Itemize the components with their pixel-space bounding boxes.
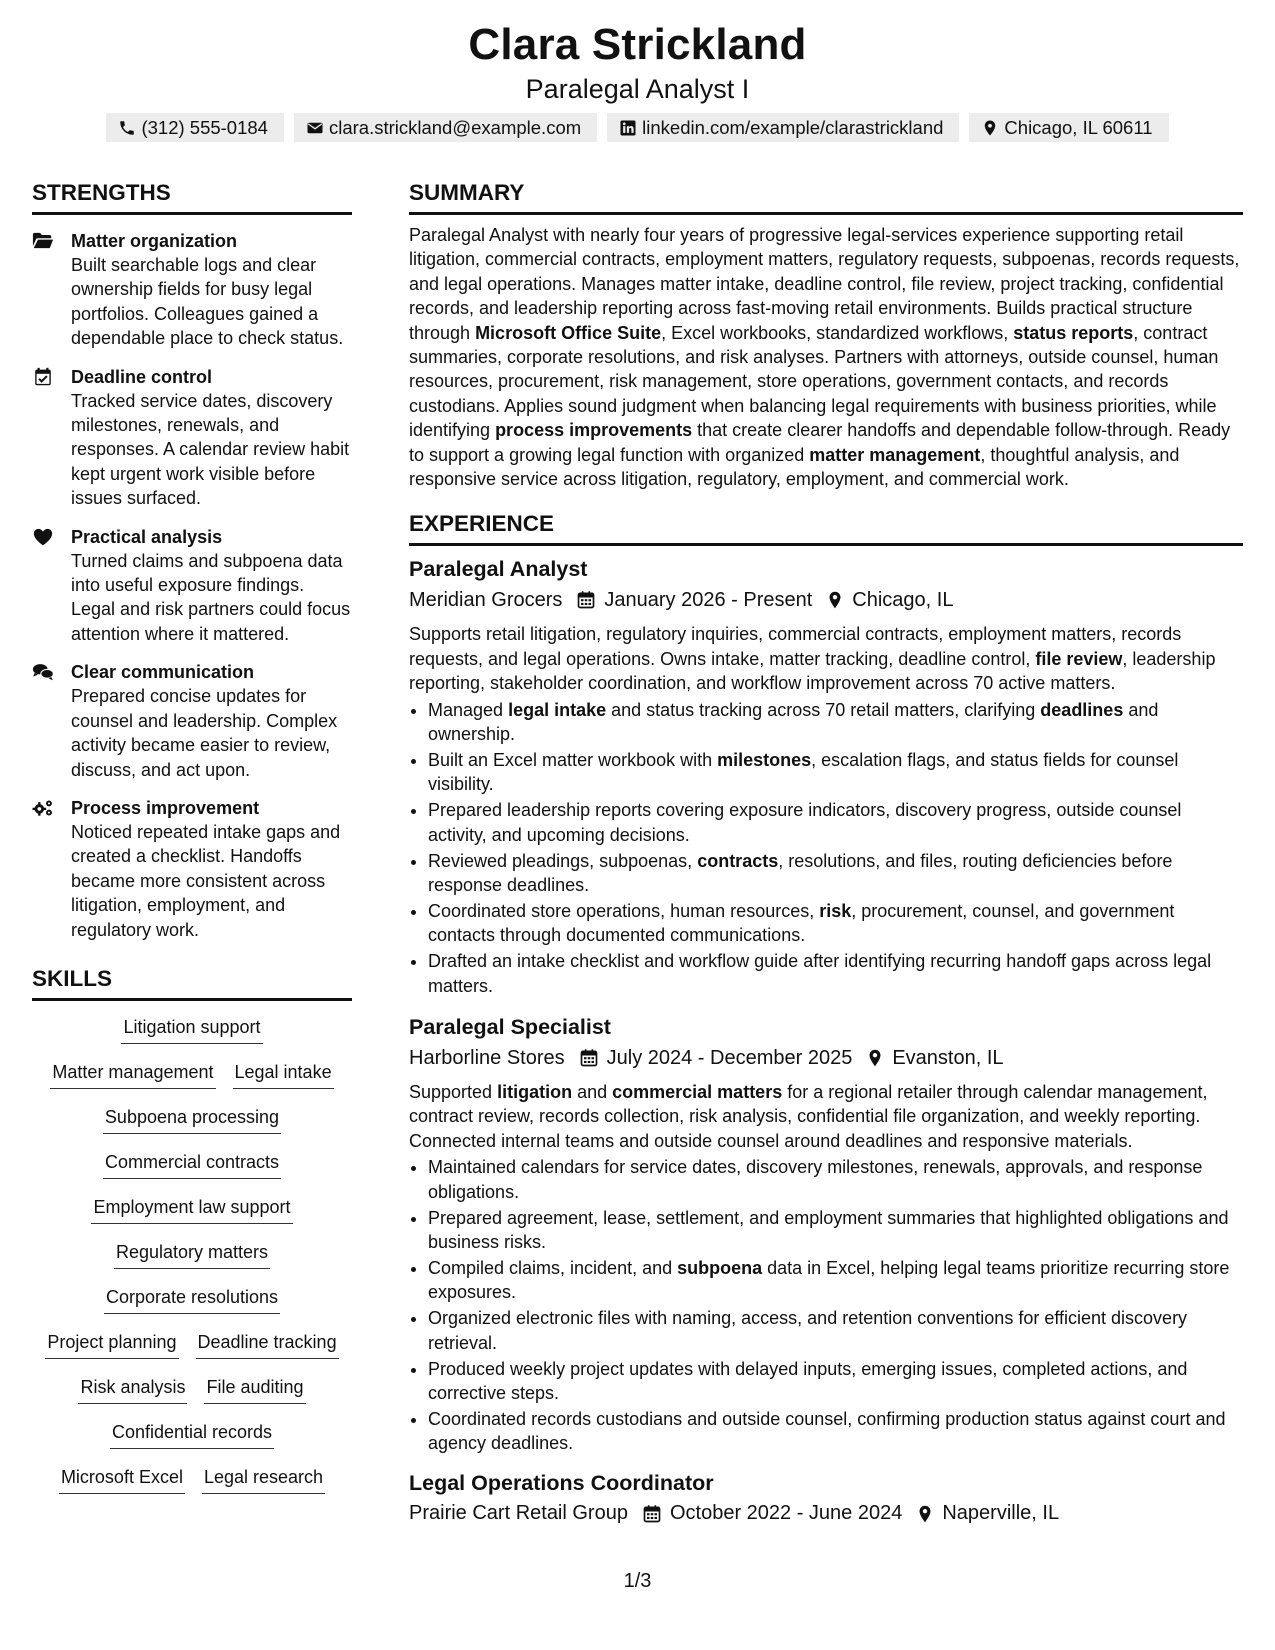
map-pin-icon bbox=[826, 590, 844, 610]
job-bullet: • Prepared leadership reports covering exposure indicators, discovery progress, outside counsel activity, and upcoming decisions. bbox=[428, 798, 1243, 847]
calendar-icon bbox=[576, 590, 596, 610]
job-bullet: • Managed legal intake and status tracking across 70 retail matters, clarifying deadlines and ownership. bbox=[428, 698, 1243, 747]
skill-row bbox=[32, 1105, 352, 1150]
strength-desc: Tracked service dates, discovery milestones, renewals, and responses. A calendar review habit kept urgent work visible before issues surfaced. bbox=[71, 390, 350, 509]
map-pin-icon bbox=[866, 1048, 884, 1068]
calendar-icon bbox=[642, 1504, 662, 1524]
contact-location-text: Chicago, IL 60611 bbox=[1004, 116, 1153, 138]
experience-heading: EXPERIENCE bbox=[409, 511, 1243, 546]
job-bullet: • Compiled claims, incident, and subpoena data in Excel, helping legal teams prioritize recurring store exposures. bbox=[428, 1256, 1243, 1305]
strength-title: Deadline control bbox=[71, 366, 213, 387]
job-bullet: • Reviewed pleadings, subpoenas, contracts, resolutions, and files, routing deficiencies before response deadlines. bbox=[428, 849, 1243, 898]
job-bullet: • Produced weekly project updates with delayed inputs, emerging issues, completed actions, and corrective steps. bbox=[428, 1357, 1243, 1406]
envelope-icon bbox=[306, 119, 324, 137]
strengths-list bbox=[32, 229, 352, 942]
job-title: Paralegal Analyst bbox=[409, 557, 588, 582]
skill-row bbox=[32, 1150, 352, 1195]
skills-heading: SKILLS bbox=[32, 966, 352, 1001]
right-column bbox=[409, 180, 1243, 1536]
skill-row bbox=[32, 1330, 352, 1375]
strength-title: Practical analysis bbox=[71, 526, 223, 547]
job-company: Prairie Cart Retail Group bbox=[409, 1502, 628, 1525]
job-bullet: • Built an Excel matter workbook with milestones, escalation flags, and status fields for counsel visibility. bbox=[428, 748, 1243, 797]
job-location: Naperville, IL bbox=[942, 1502, 1060, 1525]
contact-email-text: clara.strickland@example.com bbox=[328, 116, 582, 138]
left-column bbox=[32, 180, 352, 1510]
job-entry bbox=[409, 554, 1243, 998]
job-title: Legal Operations Coordinator bbox=[409, 1470, 714, 1495]
skill-row bbox=[32, 1285, 352, 1330]
skill-row bbox=[32, 1195, 352, 1240]
skill-tag: Microsoft Excel bbox=[59, 1465, 185, 1494]
candidate-name: Clara Strickland bbox=[468, 20, 807, 69]
job-dates: July 2024 - December 2025 bbox=[606, 1046, 853, 1069]
skill-tag: Matter management bbox=[50, 1060, 215, 1089]
job-entry bbox=[409, 1012, 1243, 1456]
emphasis-text: Microsoft Office Suite bbox=[475, 322, 662, 343]
emphasis-text: risk bbox=[819, 900, 852, 921]
strength-title: Clear communication bbox=[71, 662, 255, 683]
contact-linkedin[interactable] bbox=[607, 113, 959, 142]
emphasis-text: commercial matters bbox=[612, 1082, 783, 1103]
skills-list bbox=[32, 1015, 352, 1510]
skill-row bbox=[32, 1420, 352, 1465]
emphasis-text: deadlines bbox=[1040, 699, 1124, 720]
job-meta bbox=[409, 1042, 1243, 1074]
strength-desc: Built searchable logs and clear ownership fields for busy legal portfolios. Colleagues gained a dependable place to check status. bbox=[71, 255, 344, 349]
strength-title: Process improvement bbox=[71, 797, 260, 818]
contact-phone[interactable] bbox=[106, 113, 284, 142]
job-description: Supports retail litigation, regulatory inquiries, commercial contracts, employment matters, records requests, and legal operations. Owns intake, matter tracking, deadline control, file review, leadership reporting, stakeholder coordination, and workflow improvement across 70 active matters. bbox=[409, 624, 1216, 694]
job-bullet: • Drafted an intake checklist and workflow guide after identifying recurring handoff gaps across legal matters. bbox=[428, 949, 1243, 998]
skill-tag: Subpoena processing bbox=[103, 1105, 281, 1134]
job-title: Paralegal Specialist bbox=[409, 1015, 611, 1040]
strength-desc: Prepared concise updates for counsel and leadership. Complex activity became easier to review, discuss, and act upon. bbox=[71, 686, 338, 780]
skill-tag: Project planning bbox=[45, 1330, 178, 1359]
strength-item bbox=[32, 660, 352, 782]
strength-item bbox=[32, 365, 352, 511]
job-bullets bbox=[409, 698, 1243, 998]
job-dates: January 2026 - Present bbox=[604, 588, 813, 611]
job-bullet: • Maintained calendars for service dates, discovery milestones, renewals, approvals, and response obligations. bbox=[428, 1155, 1243, 1204]
emphasis-text: litigation bbox=[497, 1082, 573, 1103]
skill-tag: Risk analysis bbox=[78, 1375, 187, 1404]
strength-item bbox=[32, 229, 352, 351]
job-meta bbox=[409, 584, 1243, 616]
emphasis-text: legal intake bbox=[508, 699, 607, 720]
skill-tag: Employment law support bbox=[91, 1195, 292, 1224]
calendar-icon bbox=[579, 1048, 599, 1068]
job-bullet: • Organized electronic files with naming, access, and retention conventions for efficient discovery retrieval. bbox=[428, 1306, 1243, 1355]
contact-linkedin-text: linkedin.com/example/clarastrickland bbox=[642, 116, 944, 138]
emphasis-text: contracts bbox=[697, 850, 779, 871]
skill-row bbox=[32, 1240, 352, 1285]
comments-icon bbox=[32, 662, 54, 682]
skill-tag: Deadline tracking bbox=[196, 1330, 339, 1359]
strength-desc: Turned claims and subpoena data into useful exposure findings. Legal and risk partners could focus attention where it mattered. bbox=[71, 550, 351, 644]
skill-tag: Litigation support bbox=[121, 1015, 262, 1044]
job-meta bbox=[409, 1498, 1243, 1530]
candidate-role: Paralegal Analyst I bbox=[525, 74, 750, 104]
map-pin-icon bbox=[981, 119, 999, 137]
cogs-icon bbox=[32, 798, 54, 818]
heart-icon bbox=[32, 527, 54, 547]
skill-tag: Legal intake bbox=[233, 1060, 334, 1089]
page-number: 1/3 bbox=[623, 1570, 652, 1592]
strength-title: Matter organization bbox=[71, 231, 238, 251]
skill-tag: Legal research bbox=[202, 1465, 325, 1494]
skill-row bbox=[32, 1015, 352, 1060]
skill-row bbox=[32, 1465, 352, 1510]
emphasis-text: file review bbox=[1035, 648, 1123, 669]
skill-tag: File auditing bbox=[204, 1375, 305, 1404]
job-company: Harborline Stores bbox=[409, 1046, 565, 1069]
job-description: Supported litigation and commercial matters for a regional retailer through calendar management, contract review, records collection, risk analysis, confidential file organization, and weekly reporting. Connected internal teams and outside counsel around deadlines and responsive materials. bbox=[409, 1082, 1208, 1151]
skill-tag: Commercial contracts bbox=[103, 1150, 281, 1179]
emphasis-text: subpoena bbox=[677, 1257, 763, 1278]
contact-bar bbox=[0, 113, 1275, 142]
calendar-check-icon bbox=[32, 367, 54, 387]
strength-item bbox=[32, 796, 352, 942]
job-entry bbox=[409, 1468, 1243, 1530]
job-bullet: • Coordinated store operations, human resources, risk, procurement, counsel, and government contacts through documented communications. bbox=[428, 899, 1243, 948]
summary-text: Paralegal Analyst with nearly four years of progressive legal-services experience supporting retail litigation, commercial contracts, employment matters, regulatory requests, subpoenas, records requests, and legal operations. Manages matter intake, deadline control, file review, project tracking, confidential records, and leadership reporting across fast-moving retail environments. Builds practical structure through Microsoft Office Suite, Excel workbooks, standardized workflows, status reports, contract summaries, corporate resolutions, and risk analyses. Partners with attorneys, outside counsel, human resources, procurement, risk management, store operations, government contacts, and records custodians. Applies sound judgment when balancing legal requirements with business priorities, while identifying process improvements that create clearer handoffs and dependable follow-through. Ready to support a growing legal function with organized matter management, thoughtful analysis, and responsive service across litigation, regulatory, employment, and commercial work. bbox=[409, 225, 1240, 490]
emphasis-text: status reports bbox=[1013, 322, 1134, 343]
strength-item bbox=[32, 525, 352, 647]
phone-icon bbox=[118, 119, 136, 137]
emphasis-text: process improvements bbox=[495, 420, 693, 441]
skill-row bbox=[32, 1375, 352, 1420]
job-location: Evanston, IL bbox=[892, 1046, 1004, 1069]
summary-heading: SUMMARY bbox=[409, 180, 1243, 215]
skill-row bbox=[32, 1060, 352, 1105]
map-pin-icon bbox=[916, 1504, 934, 1524]
job-bullet: • Prepared agreement, lease, settlement, and employment summaries that highlighted obligations and business risks. bbox=[428, 1206, 1243, 1255]
skill-tag: Confidential records bbox=[110, 1420, 274, 1449]
job-company: Meridian Grocers bbox=[409, 588, 563, 611]
skill-tag: Regulatory matters bbox=[114, 1240, 270, 1269]
linkedin-icon bbox=[619, 119, 637, 137]
job-bullet: • Coordinated records custodians and outside counsel, confirming production status against court and agency deadlines. bbox=[428, 1407, 1243, 1456]
emphasis-text: matter management bbox=[809, 444, 981, 465]
contact-location[interactable] bbox=[969, 113, 1168, 142]
contact-phone-text: (312) 555-0184 bbox=[141, 116, 268, 138]
skill-tag: Corporate resolutions bbox=[104, 1285, 280, 1314]
strengths-heading: STRENGTHS bbox=[32, 180, 352, 215]
job-bullets bbox=[409, 1155, 1243, 1455]
contact-email[interactable] bbox=[294, 113, 597, 142]
emphasis-text: milestones bbox=[717, 750, 812, 770]
job-location: Chicago, IL bbox=[852, 588, 954, 611]
job-dates: October 2022 - June 2024 bbox=[669, 1502, 903, 1525]
folder-open-icon bbox=[32, 231, 54, 251]
strength-desc: Noticed repeated intake gaps and created a checklist. Handoffs became more consistent across litigation, employment, and regulatory work. bbox=[71, 821, 341, 940]
